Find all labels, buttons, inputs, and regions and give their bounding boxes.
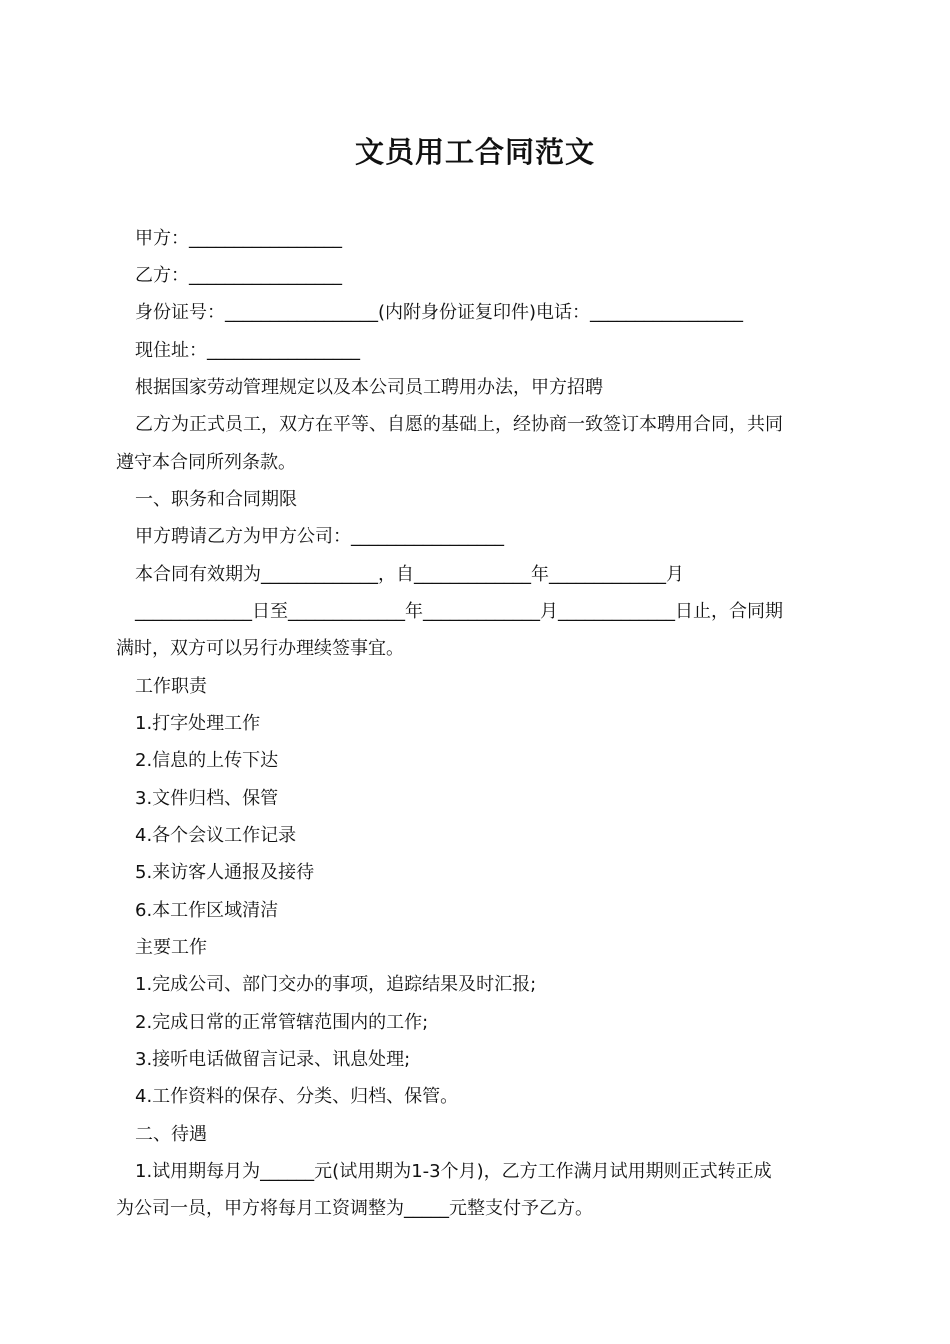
duty-item-1: 1.打字处理工作 (135, 713, 261, 734)
term-line-3: 满时，双方可以另行办理续签事宜。 (116, 638, 404, 659)
salary-line-2: 为公司一员，甲方将每月工资调整为_____元整支付予乙方。 (116, 1198, 593, 1219)
address-line: 现住址：_________________ (135, 340, 360, 361)
section-2-heading: 二、待遇 (135, 1124, 207, 1145)
duty-item-3: 3.文件归档、保管 (135, 788, 279, 809)
salary-line-1: 1.试用期每月为______元(试用期为1-3个月)，乙方工作满月试用期则正式转正成 (135, 1161, 772, 1182)
duty-item-2: 2.信息的上传下达 (135, 750, 279, 771)
duty-item-5: 5.来访客人通报及接待 (135, 862, 315, 883)
main-work-item-3: 3.接听电话做留言记录、讯息处理; (135, 1049, 411, 1070)
duties-heading: 工作职责 (135, 676, 207, 697)
preamble-line-2: 乙方为正式员工，双方在平等、自愿的基础上，经协商一致签订本聘用合同，共同 (135, 414, 783, 435)
main-work-item-4: 4.工作资料的保存、分类、归档、保管。 (135, 1086, 459, 1107)
party-b-line: 乙方：_________________ (135, 265, 342, 286)
preamble-line-1: 根据国家劳动管理规定以及本公司员工聘用办法，甲方招聘 (135, 377, 603, 398)
term-line-1: 本合同有效期为_____________，自_____________年_____________月 (135, 564, 684, 585)
duty-item-6: 6.本工作区域清洁 (135, 900, 279, 921)
document-title: 文员用工合同范文 (354, 135, 595, 169)
main-work-heading: 主要工作 (135, 937, 207, 958)
main-work-item-2: 2.完成日常的正常管辖范围内的工作; (135, 1012, 429, 1033)
duty-item-4: 4.各个会议工作记录 (135, 825, 297, 846)
company-line: 甲方聘请乙方为甲方公司：_________________ (135, 526, 504, 547)
main-work-item-1: 1.完成公司、部门交办的事项，追踪结果及时汇报; (135, 974, 537, 995)
term-line-2: _____________日至_____________年_____________月_____________日止，合同期 (135, 601, 783, 622)
section-1-heading: 一、职务和合同期限 (135, 489, 297, 510)
party-a-line: 甲方：_________________ (135, 228, 342, 249)
preamble-line-3: 遵守本合同所列条款。 (116, 452, 296, 473)
id-number-phone-line: 身份证号：_________________(内附身份证复印件)电话：_________________ (135, 302, 744, 323)
